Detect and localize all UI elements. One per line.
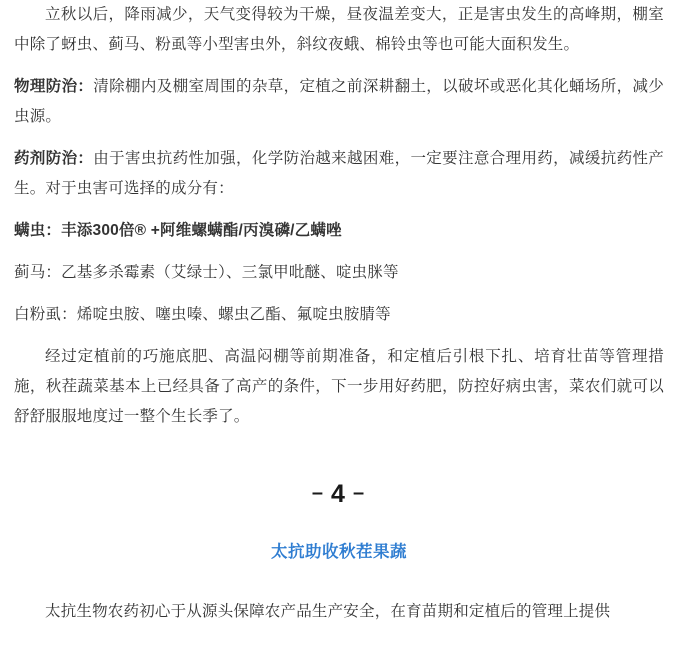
paragraph-thrips bbox=[14, 258, 664, 288]
paragraph-thrips-lead: 蓟马： bbox=[14, 264, 62, 281]
section-dash-right: – bbox=[352, 482, 367, 504]
paragraph-physical-control bbox=[14, 72, 664, 132]
paragraph-intro-text: 立秋以后，降雨减少，天气变得较为干燥，昼夜温差变大，正是害虫发生的高峰期，棚室中除了蚜虫、蓟马、粉虱等小型害虫外，斜纹夜蛾、棉铃虫等也可能大面积发生。 bbox=[14, 6, 664, 53]
paragraph-chemical-control-text: 由于害虫抗药性加强，化学防治越来越困难，一定要注意合理用药，减缓抗药性产生。对于虫害可选择的成分有： bbox=[14, 150, 664, 197]
paragraph-mites-text: 丰添300倍® +阿维螺螨酯/丙溴磷/乙螨唑 bbox=[61, 222, 342, 239]
paragraph-intro bbox=[14, 0, 664, 60]
paragraph-whitefly bbox=[14, 300, 664, 330]
paragraph-mites-lead: 螨虫： bbox=[14, 222, 62, 239]
section-number bbox=[14, 476, 664, 511]
paragraph-whitefly-text: 烯啶虫胺、噻虫嗪、螺虫乙酯、氟啶虫胺腈等 bbox=[76, 306, 391, 323]
section-dash-left: – bbox=[311, 482, 326, 504]
paragraph-summary bbox=[14, 342, 664, 432]
paragraph-tail bbox=[14, 597, 664, 627]
paragraph-chemical-control-lead: 药剂防治： bbox=[14, 150, 94, 167]
paragraph-chemical-control bbox=[14, 144, 664, 204]
section-title: 太抗助收秋茬果蔬 bbox=[271, 543, 407, 561]
paragraph-mites bbox=[14, 216, 664, 246]
paragraph-thrips-text: 乙基多杀霉素（艾绿士）、三氯甲吡醚、啶虫脒等 bbox=[61, 264, 399, 281]
paragraph-summary-text: 经过定植前的巧施底肥、高温闷棚等前期准备，和定植后引根下扎、培育壮苗等管理措施，秋茬蔬菜基本上已经具备了高产的条件，下一步用好药肥，防控好病虫害，菜农们就可以舒舒服服地度过一整个生长季了。 bbox=[14, 348, 664, 425]
paragraph-physical-control-text: 清除棚内及棚室周围的杂草，定植之前深耕翻土，以破坏或恶化其化蛹场所，减少虫源。 bbox=[14, 78, 664, 125]
section-number-value: 4 bbox=[331, 480, 347, 508]
paragraph-tail-text: 太抗生物农药初心于从源头保障农产品生产安全，在育苗期和定植后的管理上提供 bbox=[45, 603, 611, 620]
paragraph-whitefly-lead: 白粉虱： bbox=[14, 306, 77, 323]
paragraph-physical-control-lead: 物理防治： bbox=[14, 78, 94, 95]
